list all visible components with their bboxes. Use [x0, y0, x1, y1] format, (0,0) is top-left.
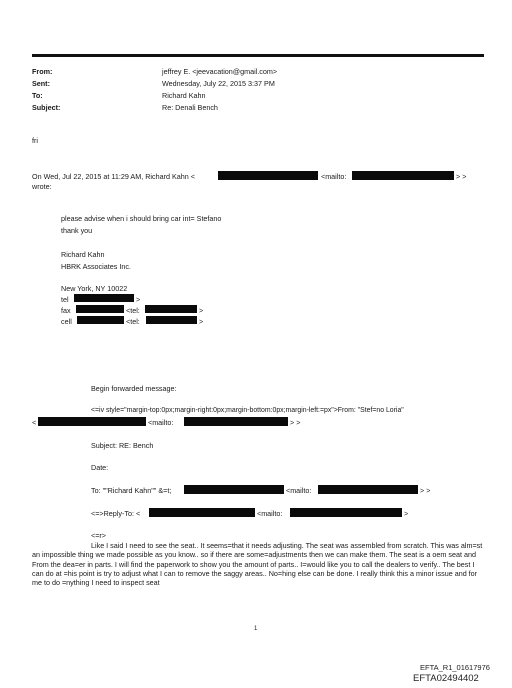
thank-you: thank you: [61, 226, 93, 235]
quote-wrote: wrote:: [32, 182, 52, 191]
from-label: From:: [32, 67, 53, 76]
style-close: > >: [290, 418, 301, 427]
redaction-block: [76, 305, 124, 313]
redaction-block: [77, 316, 124, 324]
r-tag: <=r>: [91, 531, 106, 540]
efta-stamp-small: EFTA_R1_01617976: [420, 663, 490, 672]
style-mailto: <mailto:: [148, 418, 174, 427]
advise-line: please advise when i should bring car int= Stefano: [61, 214, 222, 223]
subject-label: Subject:: [32, 103, 61, 112]
redaction-block: [184, 417, 288, 426]
reply-text: fri: [32, 136, 38, 145]
cell-close: >: [199, 317, 204, 326]
forward-to-close: > >: [420, 486, 431, 495]
redaction-block: [74, 294, 134, 302]
signature-company: HBRK Associates Inc.: [61, 262, 131, 271]
fax-tel: <tel:: [126, 306, 140, 315]
to-value: Richard Kahn: [162, 91, 206, 100]
cell-label: cell: [61, 317, 72, 326]
sent-value: Wednesday, July 22, 2015 3:37 PM: [162, 79, 275, 88]
tel-label: tel: [61, 295, 69, 304]
redaction-block: [146, 316, 197, 324]
cell-tel: <tel:: [126, 317, 140, 326]
quote-intro: On Wed, Jul 22, 2015 at 11:29 AM, Richard Kahn <: [32, 172, 195, 181]
quote-close: > >: [456, 172, 467, 181]
forward-subject: Subject: RE: Bench: [91, 441, 154, 450]
redaction-block: [218, 171, 318, 180]
forward-to: To: ""Richard Kahn"" &=t;: [91, 486, 172, 495]
fax-label: fax: [61, 306, 71, 315]
style-lt: <: [32, 418, 37, 427]
forward-to-mailto: <mailto:: [286, 486, 312, 495]
signature-city: New York, NY 10022: [61, 284, 128, 293]
header-rule: [32, 54, 484, 57]
main-paragraph: Like I said I need to see the seat.. It seems=that it needs adjusting. The seat was assembled from scratch. This was alm=st an impossible thing we made possible as you know.. so if there are some=adjustments then we can make them. The seat is a oem seat and From the dea=er in parts. I will find the paperwork to show you the amount of parts.. I=would like you to call the dealers to verify.. The best I can do at =his point is try to adjust what I can to remove the saggy areas.. No=hing else can be done. I really think this a minor issue and for me to do =nything I need to inspect seat: [32, 541, 483, 588]
fax-close: >: [199, 306, 204, 315]
efta-stamp-large: EFTA02494402: [413, 673, 479, 684]
to-label: To:: [32, 91, 43, 100]
forwarded-heading: Begin forwarded message:: [91, 384, 177, 393]
subject-value: Re: Denali Bench: [162, 103, 218, 112]
redaction-block: [290, 508, 402, 517]
signature-name: Richard Kahn: [61, 250, 105, 259]
quote-mailto: <mailto:: [321, 172, 347, 181]
redaction-block: [149, 508, 255, 517]
reply-to-close: >: [404, 509, 409, 518]
reply-to-mailto: <mailto:: [257, 509, 283, 518]
redaction-block: [145, 305, 197, 313]
page-number: 1: [254, 626, 258, 632]
redaction-block: [318, 485, 418, 494]
style-line: <=iv style="margin-top:0px;margin-right:0px;margin-bottom:0px;margin-left:=px">From: "Stef=no Loria": [91, 407, 404, 414]
from-value: jeffrey E. <jeevacation@gmail.com>: [162, 67, 278, 76]
sent-label: Sent:: [32, 79, 50, 88]
redaction-block: [352, 171, 454, 180]
redaction-block: [184, 485, 284, 494]
forward-date: Date:: [91, 463, 109, 472]
redaction-block: [38, 417, 146, 426]
tel-close: >: [136, 295, 141, 304]
reply-to: <=>Reply-To: <: [91, 509, 141, 518]
